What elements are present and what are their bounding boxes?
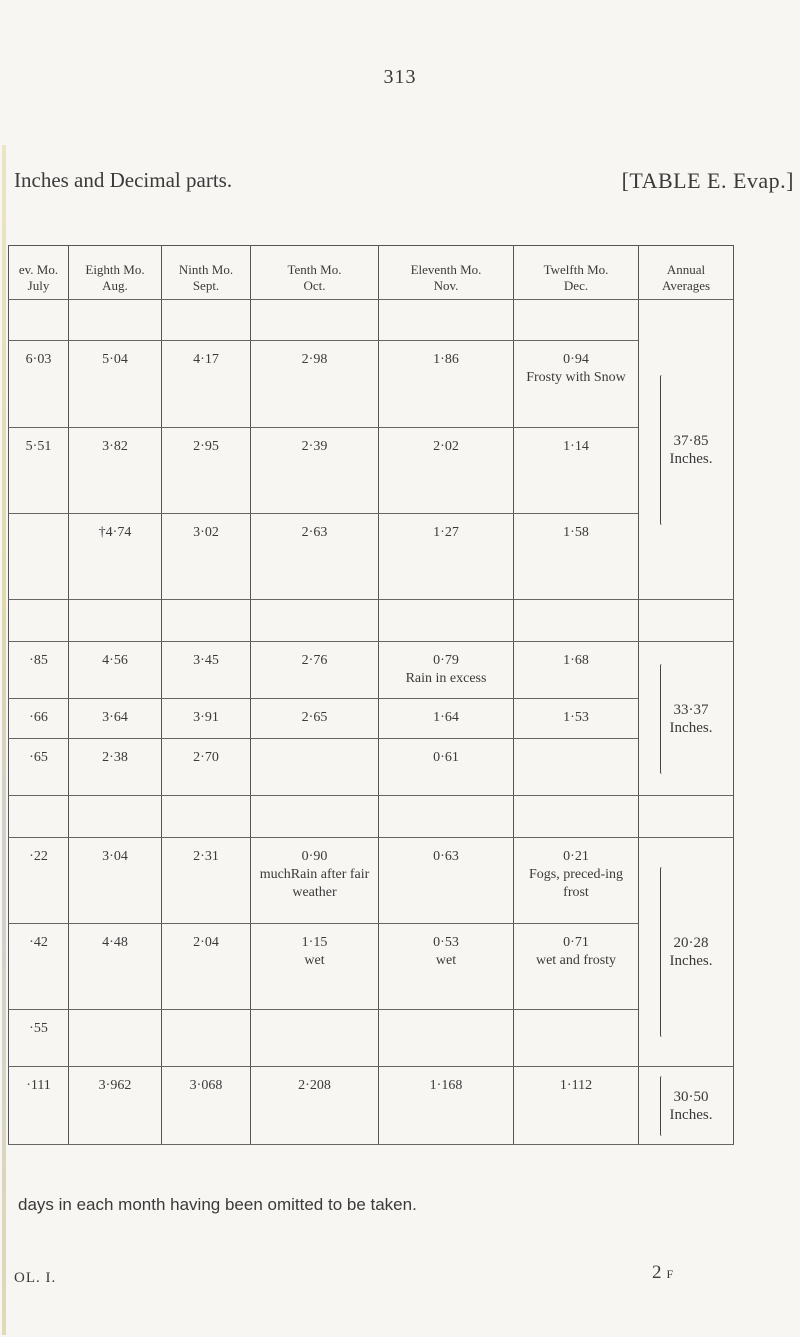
annual-average-total: 30·50 Inches. — [639, 1067, 734, 1145]
col-header-oct: Tenth Mo. Oct. — [251, 246, 379, 300]
volume-signature: OL. I. — [14, 1270, 57, 1286]
col-header-aug: Eighth Mo. Aug. — [69, 246, 162, 300]
totals-row: ·111 3·962 3·068 2·208 1·168 1·112 30·50 Inches. — [9, 1067, 734, 1145]
table-row: †4·74 3·02 2·63 1·27 1·58 — [9, 514, 734, 600]
header-units: Inches and Decimal parts. — [14, 168, 233, 192]
page-edge — [2, 145, 6, 1335]
footnote: days in each month having been omitted to be taken. — [18, 1195, 417, 1214]
table-row: ·55 — [9, 1010, 734, 1067]
col-header-sept: Ninth Mo. Sept. — [162, 246, 251, 300]
spacer-row — [9, 796, 734, 838]
table-row: ·66 3·64 3·91 2·65 1·64 1·53 — [9, 699, 734, 739]
table-header-row — [9, 246, 734, 300]
table-row: ·22 3·04 2·31 0·90 muchRain after fair weather 0·63 0·21 Fogs, preced-ing frost 20·28 Inches. — [9, 838, 734, 924]
col-header-dec: Twelfth Mo. Dec. — [514, 246, 639, 300]
annual-average-2: 33·37 Inches. — [639, 642, 734, 796]
col-header-july: ev. Mo. July — [9, 246, 69, 300]
sheet-signature: 2 F — [652, 1262, 675, 1283]
table-row: ·42 4·48 2·04 1·15 wet 0·53 wet 0·71 wet and frosty — [9, 924, 734, 1010]
header-table-title: [TABLE E. Evap.] — [621, 168, 794, 193]
table-row: 6·03 5·04 4·17 2·98 1·86 0·94 Frosty with Snow — [9, 341, 734, 428]
table-row: 5·51 3·82 2·95 2·39 2·02 1·14 — [9, 428, 734, 514]
annual-average-1: 37·85 Inches. — [639, 300, 734, 600]
col-header-nov: Eleventh Mo. Nov. — [379, 246, 514, 300]
annual-average-3: 20·28 Inches. — [639, 838, 734, 1067]
evaporation-table — [8, 245, 734, 1145]
spacer-row — [9, 300, 734, 341]
table-row: ·85 4·56 3·45 2·76 0·79 Rain in excess 1·68 33·37 Inches. — [9, 642, 734, 699]
spacer-row — [9, 600, 734, 642]
col-header-annual: Annual Averages — [639, 246, 734, 300]
page-number: 313 — [383, 66, 417, 88]
table-row: ·65 2·38 2·70 0·61 — [9, 739, 734, 796]
